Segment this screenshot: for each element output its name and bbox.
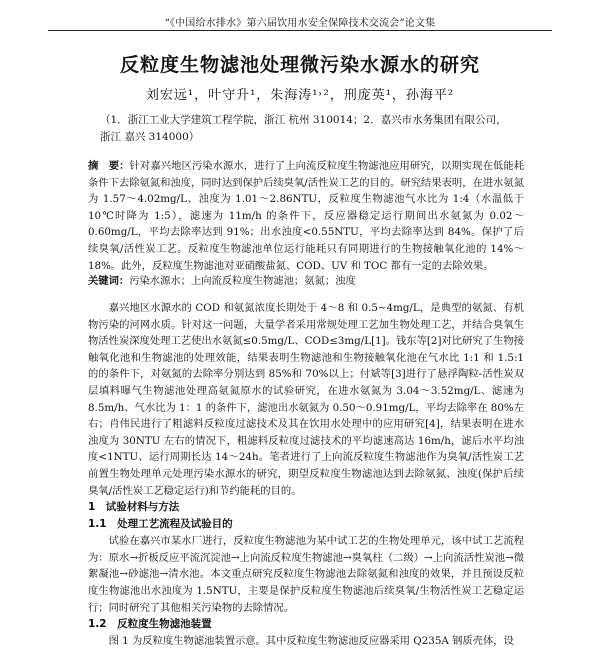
abstract-text: 针对嘉兴地区污染水源水，进行了上向流反粒度生物滤池应用研究，以期实现在低能耗条件下去除氨氮和浊度，同时达到保护后续臭氧/活性炭工艺的目的。研究结果表明，在进水氨氮为 1.57～4.02mg/L、浊度为 1.01～2.86NTU，反粒度生物滤池气水比为 1:4（水温低于 10℃时降为 1:5），滤速为 11m/h 的条件下，反应器稳定运行期间出水氨氮为 0.02～0.60mg/L，平均去除率达到 91%；出水浊度<0.55NTU，平均去除率达到 84%。保护了后续臭氧/活性炭工艺。反粒度生物滤池单位运行能耗只有同期进行的生物接触氧化池的 14%～18%。此外，反粒度生物滤池对亚硝酸盐氮、COD、UV 和 TOC 都有一定的去除效果。 [88,160,525,272]
affiliation: （1．浙江工业大学建筑工程学院，浙江 杭州 310014；2．嘉兴市水务集团有限公司，浙江 嘉兴 314000） [100,114,507,143]
keywords [88,273,524,289]
paragraph-1-1: 试验在嘉兴市某水厂进行，反粒度生物滤池为某中试工艺的生物处理单元，该中试工艺流程为：原水→折板反应平流沉淀池→上向流反粒度生物滤池→臭氧柱（二级）→上向流活性炭池→微絮凝池→砂滤池→清水池。本文重点研究反粒度生物滤池去除氨氮和浊度的效果，并且预设反粒度生物滤池出水浊度为 1.5NTU，主要是保护反粒度生物滤池后续臭氧/生物活性炭工艺稳定运行；同时研究了其他相关污染物的去除情况。 [88,535,524,614]
section-heading-1: 1 试验材料与方法 [88,501,180,514]
body-text [88,300,524,650]
running-header: “《中国给水排水》第六届饮用水安全保障技术交流会”论文集 [164,18,436,29]
abstract [88,158,524,274]
paper-title: 反粒度生物滤池处理微污染水源水的研究 [119,54,480,76]
author-list: 刘宏远¹，叶守升¹，朱海涛¹˒²，刑庞英¹，孙海平² [145,88,455,103]
section-heading-1-1: 1.1 处理工艺流程及试验目的 [88,518,233,531]
paragraph-1-2: 图 1 为反粒度生物滤池装置示意。其中反粒度生物滤池反应器采用 Q235A 钢质壳体，设 [108,635,514,648]
intro-paragraph: 嘉兴地区水源水的 COD 和氨氮浓度长期处于 4～8 和 0.5~4mg/L，是典型的氨氮、有机物污染的河网水质。针对这一问题，大量学者采用常规处理工艺加生物处理工艺，并结合臭氧生物活性炭深度处理工艺使出水氨氮≤0.5mg/L、COD≤3mg/L[1]。钱东等[2]对比研究了生物接触氧化池和生物滤池的处理效能，结果表明生物滤池和生物接触氧化池在气水比 1:1 和 1.5:1 的的条件下，对氨氮的去除率分别达到 85%和 70%以上；付斌等[3]进行了悬浮陶粒-活性炭双层填料曝气生物滤池处理高氨氮原水的试验研究，在进水氨氮为 3.04～3.52mg/L、滤速为 8.5m/h、气水比为 1：1 的条件下，滤池出水氨氮为 0.50～0.91mg/L，平均去除率在 80%左右；肖伟民进行了粗滤料反粒度过滤技术及其在饮用水处理中的应用研究[4]，结果表明在进水浊度为 30NTU 左右的情况下，粗滤料反粒度过滤技术的平均滤速高达 16m/h，滤后水平均浊度<1NTU、运行周期长达 14～24h。笔者进行了上向流反粒度生物滤池作为臭氧/活性炭工艺前置生物处理单元处理污染水源水的研究，期望反粒度生物滤池达到去除氨氮、浊度(保护后续臭氧/活性炭工艺稳定运行)和节约能耗的目的。 [88,302,524,497]
section-heading-1-2: 1.2 反粒度生物滤池装置 [88,618,212,631]
abstract-label: 摘 要： [88,160,130,172]
header-divider [48,30,552,31]
keywords-label: 关键词： [88,275,130,287]
keywords-text: 污染水源水；上向流反粒度生物滤池；氨氮；浊度 [129,275,356,287]
